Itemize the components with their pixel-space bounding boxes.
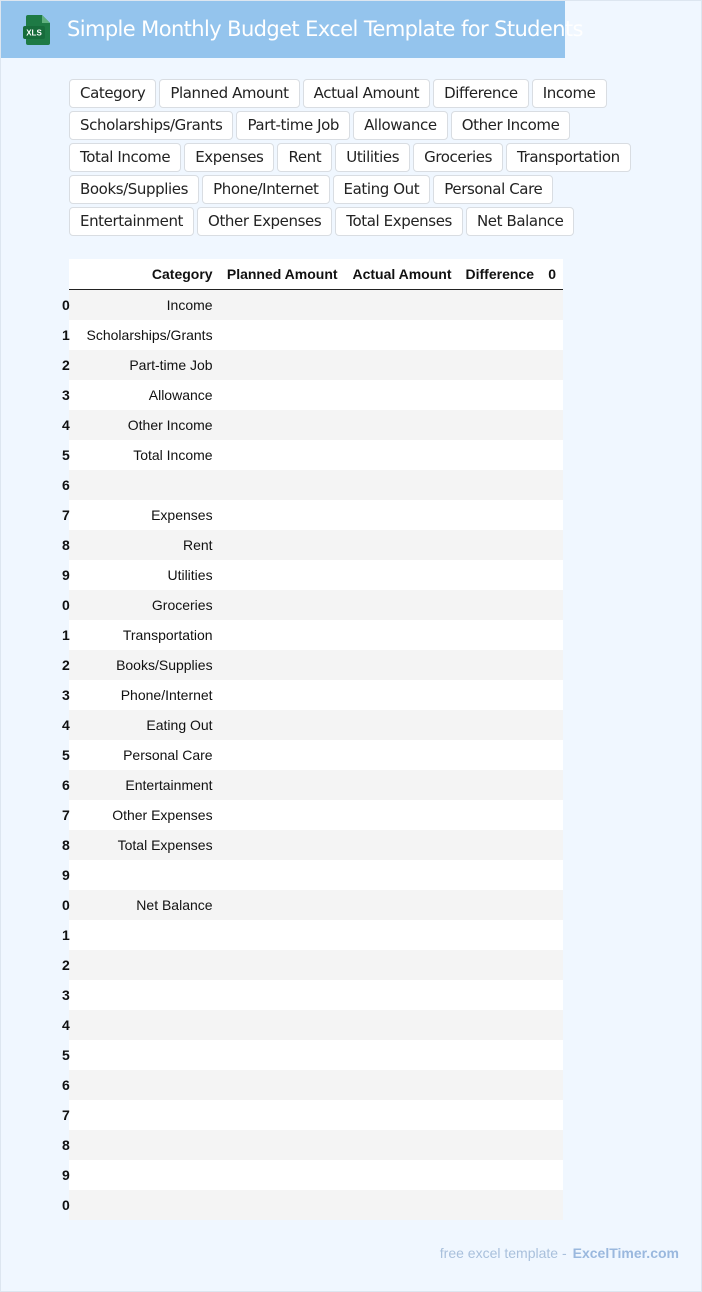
table-row — [69, 380, 563, 410]
actual-amount-cell[interactable] — [345, 650, 459, 680]
title-banner — [1, 1, 583, 58]
planned-amount-cell[interactable] — [220, 1130, 345, 1160]
row-index: 6 — [62, 1077, 70, 1093]
zero-cell[interactable] — [541, 830, 563, 860]
category-cell[interactable]: Scholarships/Grants — [69, 320, 220, 350]
category-chip[interactable]: Eating Out — [333, 175, 431, 204]
category-cell[interactable]: Net Balance — [69, 890, 220, 920]
difference-cell[interactable] — [459, 500, 541, 530]
difference-cell[interactable] — [459, 650, 541, 680]
actual-amount-cell[interactable] — [345, 350, 459, 380]
table-row — [69, 560, 563, 590]
difference-cell[interactable] — [459, 1010, 541, 1040]
planned-amount-cell[interactable] — [220, 800, 345, 830]
row-index: 6 — [62, 777, 70, 793]
table-row — [69, 620, 563, 650]
table-row — [69, 1070, 563, 1100]
excel-icon-label: XLS — [26, 28, 42, 38]
planned-amount-cell[interactable] — [220, 950, 345, 980]
zero-cell[interactable] — [541, 500, 563, 530]
difference-cell[interactable] — [459, 290, 541, 321]
row-index: 7 — [62, 507, 70, 523]
page-title: Simple Monthly Budget Excel Template for Students — [67, 17, 583, 41]
planned-amount-cell[interactable] — [220, 440, 345, 470]
zero-cell[interactable] — [541, 410, 563, 440]
planned-amount-cell[interactable] — [220, 320, 345, 350]
category-chip[interactable]: Personal Care — [433, 175, 553, 204]
planned-amount-cell[interactable] — [220, 860, 345, 890]
difference-cell[interactable] — [459, 1100, 541, 1130]
actual-amount-cell[interactable] — [345, 440, 459, 470]
category-chip[interactable]: Other Income — [451, 111, 571, 140]
row-index: 8 — [62, 537, 70, 553]
zero-cell[interactable] — [541, 920, 563, 950]
zero-cell[interactable] — [541, 890, 563, 920]
row-index: 4 — [62, 1017, 70, 1033]
category-chip[interactable]: Books/Supplies — [69, 175, 199, 204]
planned-amount-cell[interactable] — [220, 830, 345, 860]
zero-cell[interactable] — [541, 680, 563, 710]
zero-cell[interactable] — [541, 770, 563, 800]
category-cell[interactable]: Eating Out — [69, 710, 220, 740]
planned-amount-cell[interactable] — [220, 350, 345, 380]
category-chip[interactable]: Actual Amount — [303, 79, 431, 108]
difference-cell[interactable] — [459, 740, 541, 770]
row-index: 9 — [62, 867, 70, 883]
category-cell[interactable]: Utilities — [69, 560, 220, 590]
zero-cell[interactable] — [541, 1070, 563, 1100]
table-row — [69, 470, 563, 500]
category-chip-list — [69, 79, 669, 236]
table-row — [69, 530, 563, 560]
planned-amount-cell[interactable] — [220, 770, 345, 800]
column-header-difference: Difference — [459, 259, 541, 290]
actual-amount-cell[interactable] — [345, 950, 459, 980]
zero-cell[interactable] — [541, 800, 563, 830]
zero-cell[interactable] — [541, 620, 563, 650]
table-row — [69, 290, 563, 321]
category-cell[interactable]: Total Expenses — [69, 830, 220, 860]
zero-cell[interactable] — [541, 1100, 563, 1130]
difference-cell[interactable] — [459, 980, 541, 1010]
category-chip[interactable]: Entertainment — [69, 207, 194, 236]
planned-amount-cell[interactable] — [220, 1040, 345, 1070]
row-index: 7 — [62, 807, 70, 823]
actual-amount-cell[interactable] — [345, 290, 459, 321]
category-chip[interactable]: Utilities — [335, 143, 410, 172]
category-chip[interactable]: Other Expenses — [197, 207, 332, 236]
actual-amount-cell[interactable] — [345, 800, 459, 830]
actual-amount-cell[interactable] — [345, 1070, 459, 1100]
row-index: 7 — [62, 1107, 70, 1123]
zero-cell[interactable] — [541, 320, 563, 350]
table-row — [69, 1010, 563, 1040]
category-cell[interactable]: Personal Care — [69, 740, 220, 770]
table-row — [69, 1190, 563, 1220]
table-row — [69, 320, 563, 350]
row-index: 9 — [62, 567, 70, 583]
zero-cell[interactable] — [541, 470, 563, 500]
planned-amount-cell[interactable] — [220, 500, 345, 530]
difference-cell[interactable] — [459, 710, 541, 740]
category-cell[interactable]: Phone/Internet — [69, 680, 220, 710]
budget-table — [62, 259, 563, 1220]
row-index: 3 — [62, 387, 70, 403]
planned-amount-cell[interactable] — [220, 380, 345, 410]
footer-brand-link[interactable]: ExcelTimer.com — [572, 1245, 679, 1261]
zero-cell[interactable] — [541, 1190, 563, 1220]
planned-amount-cell[interactable] — [220, 650, 345, 680]
category-cell[interactable] — [69, 950, 220, 980]
category-chip[interactable]: Expenses — [184, 143, 274, 172]
table-row — [69, 350, 563, 380]
actual-amount-cell[interactable] — [345, 830, 459, 860]
planned-amount-cell[interactable] — [220, 1100, 345, 1130]
difference-cell[interactable] — [459, 800, 541, 830]
row-index: 3 — [62, 987, 70, 1003]
table-row — [69, 500, 563, 530]
table-row — [69, 1160, 563, 1190]
table-row — [69, 710, 563, 740]
category-cell[interactable]: Rent — [69, 530, 220, 560]
category-cell[interactable] — [69, 1070, 220, 1100]
planned-amount-cell[interactable] — [220, 980, 345, 1010]
table-header-row — [69, 259, 563, 290]
category-cell[interactable] — [69, 1010, 220, 1040]
footer-credit — [440, 1245, 679, 1261]
planned-amount-cell[interactable] — [220, 620, 345, 650]
row-index: 9 — [62, 1167, 70, 1183]
actual-amount-cell[interactable] — [345, 410, 459, 440]
category-cell[interactable]: Allowance — [69, 380, 220, 410]
difference-cell[interactable] — [459, 530, 541, 560]
table-row — [69, 440, 563, 470]
row-index: 1 — [62, 627, 70, 643]
actual-amount-cell[interactable] — [345, 1010, 459, 1040]
category-chip[interactable]: Planned Amount — [159, 79, 299, 108]
category-cell[interactable] — [69, 470, 220, 500]
actual-amount-cell[interactable] — [345, 500, 459, 530]
category-cell[interactable]: Other Income — [69, 410, 220, 440]
row-index: 0 — [62, 297, 70, 313]
difference-cell[interactable] — [459, 410, 541, 440]
row-index: 4 — [62, 417, 70, 433]
category-cell[interactable] — [69, 1190, 220, 1220]
category-chip[interactable]: Rent — [277, 143, 332, 172]
actual-amount-cell[interactable] — [345, 710, 459, 740]
difference-cell[interactable] — [459, 1130, 541, 1160]
actual-amount-cell[interactable] — [345, 320, 459, 350]
difference-cell[interactable] — [459, 680, 541, 710]
row-index: 8 — [62, 1137, 70, 1153]
zero-cell[interactable] — [541, 1130, 563, 1160]
category-cell[interactable] — [69, 860, 220, 890]
zero-cell[interactable] — [541, 740, 563, 770]
planned-amount-cell[interactable] — [220, 1190, 345, 1220]
planned-amount-cell[interactable] — [220, 890, 345, 920]
difference-cell[interactable] — [459, 320, 541, 350]
table-row — [69, 830, 563, 860]
zero-cell[interactable] — [541, 290, 563, 321]
actual-amount-cell[interactable] — [345, 890, 459, 920]
category-cell[interactable] — [69, 980, 220, 1010]
actual-amount-cell[interactable] — [345, 470, 459, 500]
actual-amount-cell[interactable] — [345, 380, 459, 410]
actual-amount-cell[interactable] — [345, 1130, 459, 1160]
category-chip[interactable]: Part-time Job — [236, 111, 350, 140]
actual-amount-cell[interactable] — [345, 1190, 459, 1220]
category-chip[interactable]: Difference — [433, 79, 529, 108]
zero-cell[interactable] — [541, 590, 563, 620]
zero-cell[interactable] — [541, 710, 563, 740]
actual-amount-cell[interactable] — [345, 560, 459, 590]
actual-amount-cell[interactable] — [345, 590, 459, 620]
table-row — [69, 410, 563, 440]
planned-amount-cell[interactable] — [220, 590, 345, 620]
difference-cell[interactable] — [459, 440, 541, 470]
category-cell[interactable]: Other Expenses — [69, 800, 220, 830]
table-row — [69, 1040, 563, 1070]
difference-cell[interactable] — [459, 380, 541, 410]
difference-cell[interactable] — [459, 920, 541, 950]
actual-amount-cell[interactable] — [345, 620, 459, 650]
column-header-zero: 0 — [541, 259, 563, 290]
category-cell[interactable]: Entertainment — [69, 770, 220, 800]
difference-cell[interactable] — [459, 950, 541, 980]
actual-amount-cell[interactable] — [345, 980, 459, 1010]
difference-cell[interactable] — [459, 1040, 541, 1070]
category-cell[interactable]: Books/Supplies — [69, 650, 220, 680]
table-row — [69, 800, 563, 830]
table-row — [69, 920, 563, 950]
actual-amount-cell[interactable] — [345, 740, 459, 770]
row-index: 4 — [62, 717, 70, 733]
row-index: 1 — [62, 327, 70, 343]
zero-cell[interactable] — [541, 350, 563, 380]
row-index: 1 — [62, 927, 70, 943]
planned-amount-cell[interactable] — [220, 710, 345, 740]
table-row — [69, 650, 563, 680]
planned-amount-cell[interactable] — [220, 740, 345, 770]
table-row — [69, 890, 563, 920]
difference-cell[interactable] — [459, 620, 541, 650]
zero-cell[interactable] — [541, 1040, 563, 1070]
zero-cell[interactable] — [541, 650, 563, 680]
planned-amount-cell[interactable] — [220, 1160, 345, 1190]
zero-cell[interactable] — [541, 980, 563, 1010]
category-chip[interactable]: Transportation — [506, 143, 631, 172]
zero-cell[interactable] — [541, 1160, 563, 1190]
row-index: 6 — [62, 477, 70, 493]
planned-amount-cell[interactable] — [220, 410, 345, 440]
zero-cell[interactable] — [541, 530, 563, 560]
planned-amount-cell[interactable] — [220, 1010, 345, 1040]
category-chip[interactable]: Allowance — [353, 111, 448, 140]
difference-cell[interactable] — [459, 860, 541, 890]
table-row — [69, 590, 563, 620]
footer-text: free excel template - — [439, 1245, 567, 1261]
planned-amount-cell[interactable] — [220, 470, 345, 500]
actual-amount-cell[interactable] — [345, 530, 459, 560]
actual-amount-cell[interactable] — [345, 770, 459, 800]
actual-amount-cell[interactable] — [345, 680, 459, 710]
table-row — [69, 1130, 563, 1160]
planned-amount-cell[interactable] — [220, 1070, 345, 1100]
zero-cell[interactable] — [541, 1010, 563, 1040]
row-index: 5 — [62, 447, 70, 463]
category-cell[interactable] — [69, 1100, 220, 1130]
category-chip[interactable]: Income — [532, 79, 607, 108]
row-index: 5 — [62, 1047, 70, 1063]
category-cell[interactable]: Part-time Job — [69, 350, 220, 380]
table-row — [69, 950, 563, 980]
table-row — [69, 980, 563, 1010]
planned-amount-cell[interactable] — [220, 680, 345, 710]
category-cell[interactable]: Transportation — [69, 620, 220, 650]
zero-cell[interactable] — [541, 860, 563, 890]
table-row — [69, 740, 563, 770]
table-row — [69, 770, 563, 800]
row-index: 2 — [62, 957, 70, 973]
row-index: 5 — [62, 747, 70, 763]
difference-cell[interactable] — [459, 1070, 541, 1100]
actual-amount-cell[interactable] — [345, 1040, 459, 1070]
difference-cell[interactable] — [459, 560, 541, 590]
difference-cell[interactable] — [459, 590, 541, 620]
planned-amount-cell[interactable] — [220, 920, 345, 950]
column-header-actual-amount: Actual Amount — [345, 259, 459, 290]
category-chip[interactable]: Groceries — [413, 143, 503, 172]
actual-amount-cell[interactable] — [345, 920, 459, 950]
category-cell[interactable] — [69, 1040, 220, 1070]
row-index: 8 — [62, 837, 70, 853]
actual-amount-cell[interactable] — [345, 860, 459, 890]
row-index: 0 — [62, 1197, 70, 1213]
row-index: 2 — [62, 657, 70, 673]
excel-file-icon — [22, 14, 52, 46]
row-index: 2 — [62, 357, 70, 373]
category-chip[interactable]: Category — [69, 79, 156, 108]
table-row — [69, 1100, 563, 1130]
zero-cell[interactable] — [541, 560, 563, 590]
category-chip[interactable]: Total Expenses — [335, 207, 463, 236]
difference-cell[interactable] — [459, 770, 541, 800]
planned-amount-cell[interactable] — [220, 530, 345, 560]
category-cell[interactable]: Groceries — [69, 590, 220, 620]
category-cell[interactable] — [69, 920, 220, 950]
row-index: 0 — [62, 597, 70, 613]
category-cell[interactable]: Income — [69, 290, 220, 321]
category-chip[interactable]: Total Income — [69, 143, 181, 172]
actual-amount-cell[interactable] — [345, 1100, 459, 1130]
category-chip[interactable]: Net Balance — [466, 207, 575, 236]
actual-amount-cell[interactable] — [345, 1160, 459, 1190]
category-cell[interactable]: Expenses — [69, 500, 220, 530]
planned-amount-cell[interactable] — [220, 560, 345, 590]
row-index: 3 — [62, 687, 70, 703]
difference-cell[interactable] — [459, 350, 541, 380]
category-cell[interactable]: Total Income — [69, 440, 220, 470]
difference-cell[interactable] — [459, 1190, 541, 1220]
difference-cell[interactable] — [459, 830, 541, 860]
row-index: 0 — [62, 897, 70, 913]
zero-cell[interactable] — [541, 440, 563, 470]
difference-cell[interactable] — [459, 470, 541, 500]
table-row — [69, 680, 563, 710]
category-cell[interactable] — [69, 1130, 220, 1160]
zero-cell[interactable] — [541, 950, 563, 980]
planned-amount-cell[interactable] — [220, 290, 345, 321]
zero-cell[interactable] — [541, 380, 563, 410]
category-cell[interactable] — [69, 1160, 220, 1190]
table-row — [69, 860, 563, 890]
category-chip[interactable]: Scholarships/Grants — [69, 111, 233, 140]
column-header-category: Category — [69, 259, 220, 290]
difference-cell[interactable] — [459, 890, 541, 920]
category-chip[interactable]: Phone/Internet — [202, 175, 329, 204]
column-header-planned-amount: Planned Amount — [220, 259, 345, 290]
difference-cell[interactable] — [459, 1160, 541, 1190]
